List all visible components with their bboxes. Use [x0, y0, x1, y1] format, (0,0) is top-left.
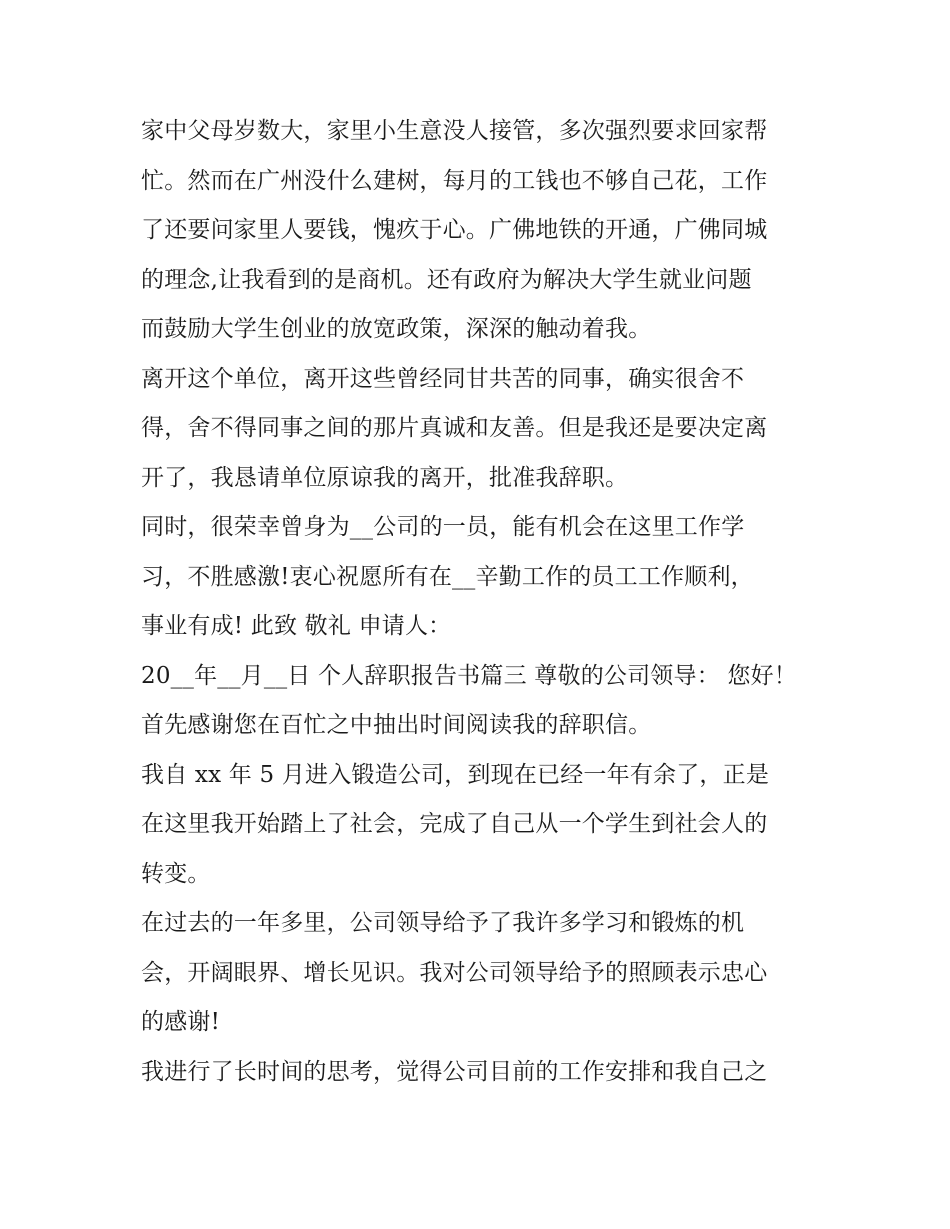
text-line: 离开这个单位，离开这些曾经同甘共苦的同事，确实很舍不 — [141, 365, 745, 392]
text-line: 首先感谢您在百忙之中抽出时间阅读我的辞职信。 — [141, 712, 652, 738]
text-line: 开了，我恳请单位原谅我的离开，批准我辞职。 — [141, 464, 629, 491]
text-line: 在这里我开始踏上了社会，完成了自己从一个学生到社会人的 — [141, 811, 768, 837]
text-line: 20__年__月__日 个人辞职报告书篇三 尊敬的公司领导： 您好！ — [141, 662, 797, 689]
text-line: 同时，很荣幸曾身为__公司的一员，能有机会在这里工作学 — [141, 514, 745, 540]
text-line: 习，不胜感激!衷心祝愿所有在__辛勤工作的员工工作顺利， — [141, 563, 754, 590]
text-line: 了还要问家里人要钱，愧疚于心。广佛地铁的开通，广佛同城 — [141, 217, 768, 243]
text-line: 在过去的一年多里，公司领导给予了我许多学习和锻炼的机 — [141, 910, 745, 936]
text-line: 会，开阔眼界、增长见识。我对公司领导给予的照顾表示忠心 — [141, 959, 768, 986]
document-body — [141, 107, 821, 1097]
text-line: 的感谢! — [141, 1009, 221, 1035]
text-line: 得，舍不得同事之间的那片真诚和友善。但是我还是要决定离 — [141, 415, 768, 441]
text-line: 忙。然而在广州没什么建树，每月的工钱也不够自己花，工作 — [141, 167, 768, 194]
text-line: 家中父母岁数大，家里小生意没人接管，多次强烈要求回家帮 — [141, 118, 768, 144]
text-line: 事业有成! 此致 敬礼 申请人： — [141, 613, 452, 639]
text-line: 我自 xx 年 5 月进入锻造公司，到现在已经一年有余了，正是 — [141, 761, 770, 788]
text-line: 而鼓励大学生创业的放宽政策，深深的触动着我。 — [141, 316, 652, 342]
text-line: 的理念,让我看到的是商机。还有政府为解决大学生就业问题 — [141, 266, 752, 293]
text-line: 转变。 — [141, 860, 211, 887]
text-line: 我进行了长时间的思考，觉得公司目前的工作安排和我自己之 — [141, 1058, 768, 1085]
